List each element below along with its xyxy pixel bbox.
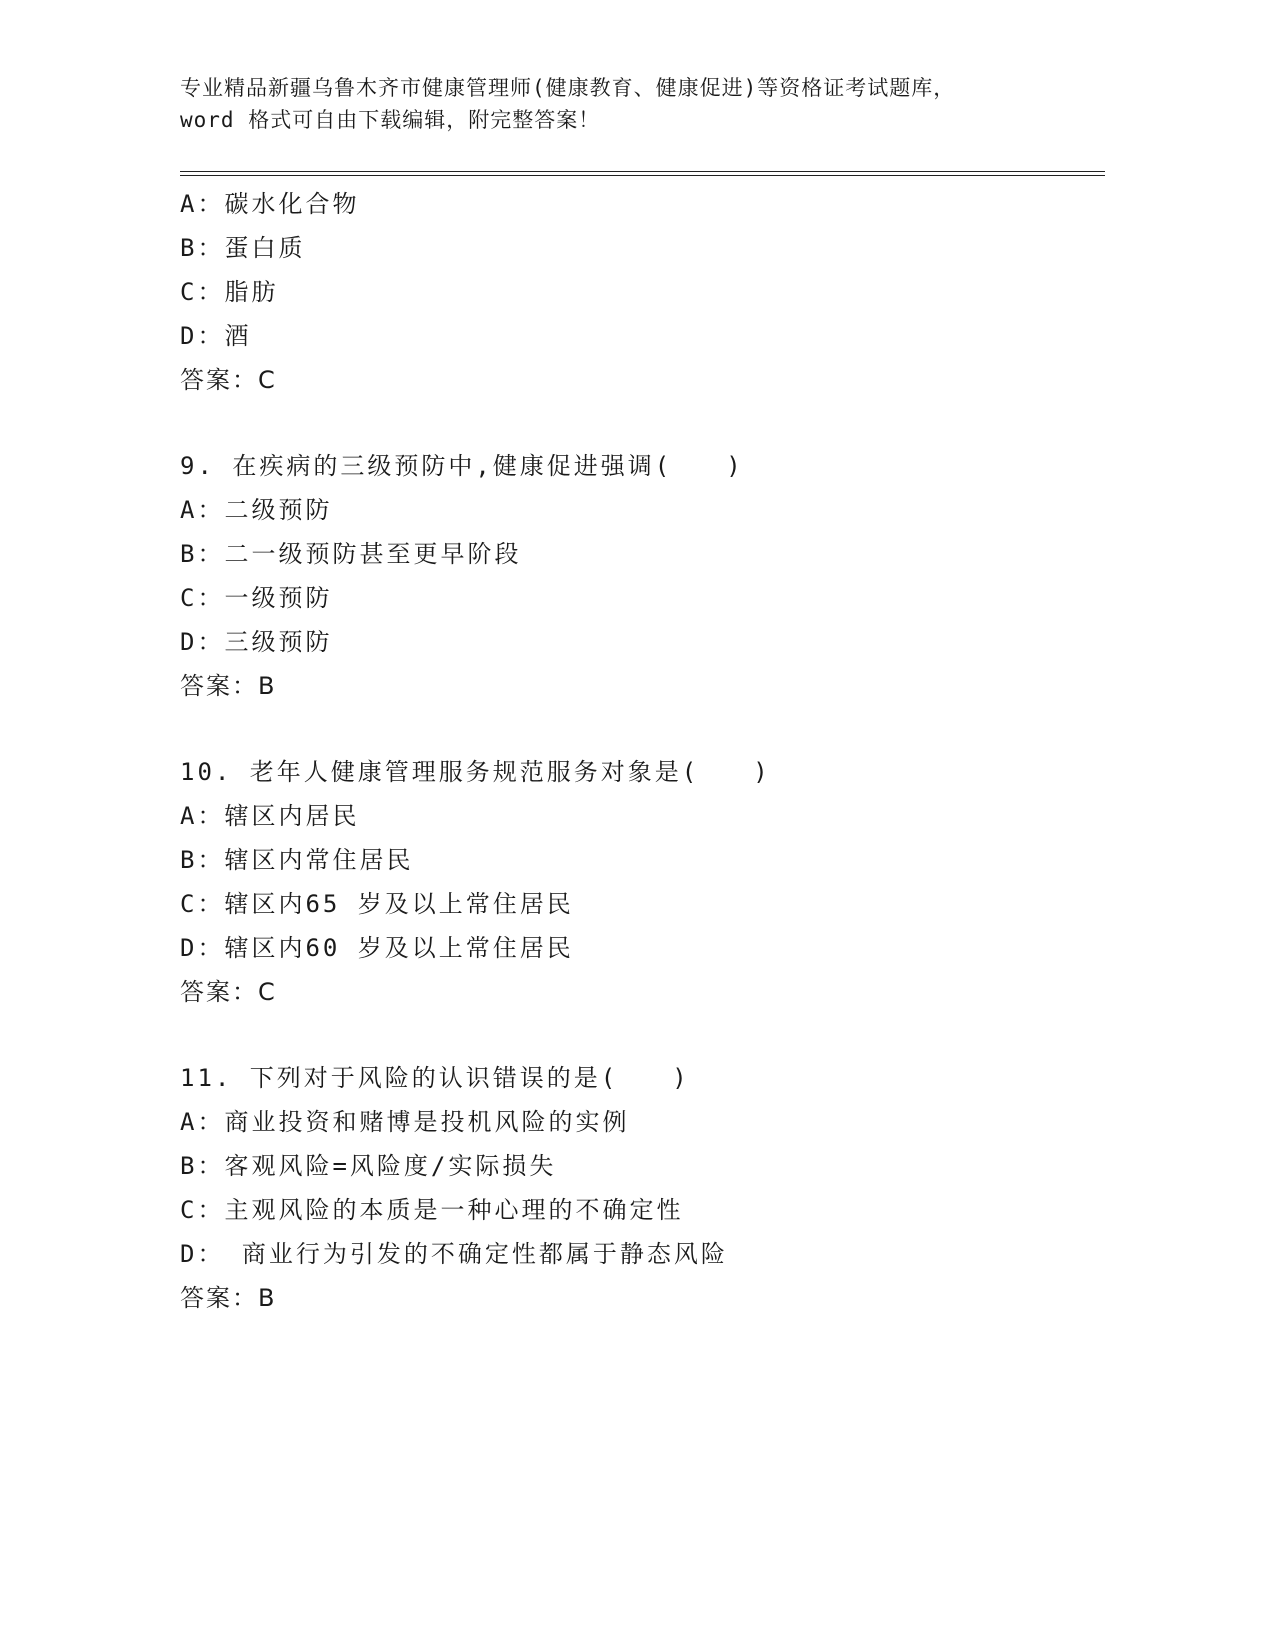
option-b: B：客观风险=风险度/实际损失 <box>180 1152 557 1180</box>
option-a: A：碳水化合物 <box>180 190 360 218</box>
answer-line: 答案：B <box>180 1284 277 1312</box>
header-divider-top <box>180 171 1105 172</box>
question-block <box>180 182 1100 402</box>
option-d: D：酒 <box>180 322 252 350</box>
answer-line: 答案：C <box>180 366 277 394</box>
spacer <box>180 708 1100 750</box>
option-d: D：三级预防 <box>180 628 333 656</box>
question-block <box>180 750 1100 1014</box>
spacer <box>180 402 1100 444</box>
option-b: B：蛋白质 <box>180 234 306 262</box>
header-divider-bottom <box>180 175 1105 176</box>
option-d: D：辖区内60 岁及以上常住居民 <box>180 934 574 962</box>
option-b: B：二一级预防甚至更早阶段 <box>180 540 522 568</box>
document-header <box>180 72 1080 136</box>
spacer <box>180 1014 1100 1056</box>
question-list <box>180 182 1100 1320</box>
option-a: A：辖区内居民 <box>180 802 360 830</box>
option-c: C：辖区内65 岁及以上常住居民 <box>180 890 574 918</box>
option-c: C：主观风险的本质是一种心理的不确定性 <box>180 1196 684 1224</box>
question-text: 10. 老年人健康管理服务规范服务对象是( ) <box>180 758 771 786</box>
option-c: C：脂肪 <box>180 278 279 306</box>
option-c: C：一级预防 <box>180 584 333 612</box>
header-line-1: 专业精品新疆乌鲁木齐市健康管理师(健康教育、健康促进)等资格证考试题库， <box>180 76 956 100</box>
answer-line: 答案：C <box>180 978 277 1006</box>
question-block <box>180 444 1100 708</box>
option-b: B：辖区内常住居民 <box>180 846 414 874</box>
option-d: D： 商业行为引发的不确定性都属于静态风险 <box>180 1240 728 1268</box>
answer-line: 答案：B <box>180 672 277 700</box>
question-text: 9. 在疾病的三级预防中,健康促进强调( ) <box>180 452 744 480</box>
question-block <box>180 1056 1100 1320</box>
option-a: A：二级预防 <box>180 496 333 524</box>
option-a: A：商业投资和赌博是投机风险的实例 <box>180 1108 630 1136</box>
header-line-2: word 格式可自由下载编辑，附完整答案！ <box>180 108 601 132</box>
question-text: 11. 下列对于风险的认识错误的是( ) <box>180 1064 690 1092</box>
